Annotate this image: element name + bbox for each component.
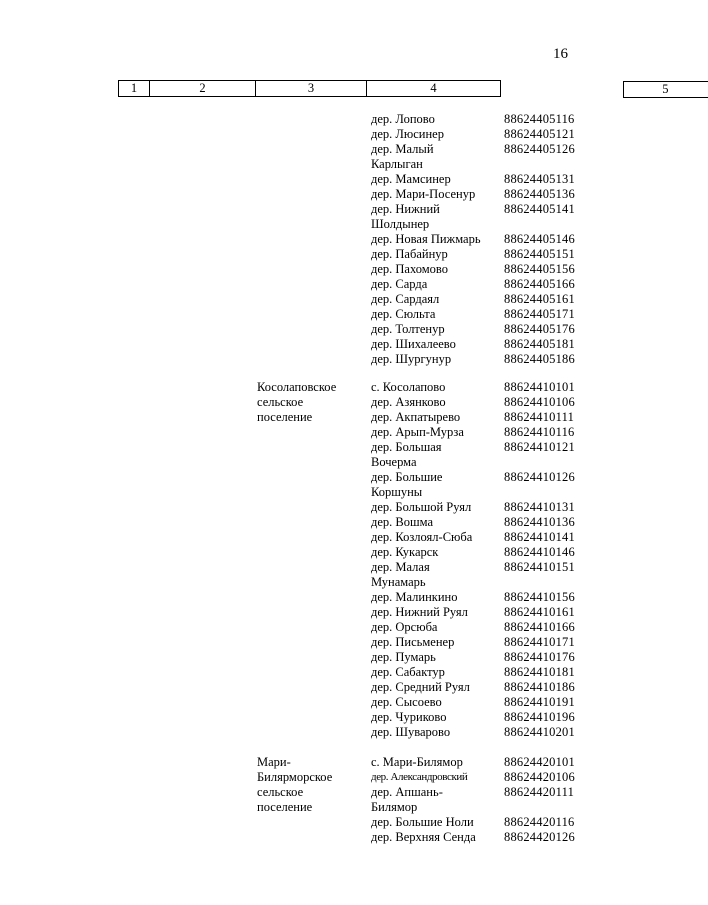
oktmo-code: 88624405171 <box>504 307 575 321</box>
settlement-name: Билямор <box>371 800 418 814</box>
oktmo-code: 88624405146 <box>504 232 575 246</box>
settlement-name: дер. Апшань- <box>371 785 443 799</box>
settlement-name: дер. Сюльта <box>371 307 436 321</box>
oktmo-code: 88624410141 <box>504 530 575 544</box>
oktmo-code: 88624420106 <box>504 770 575 784</box>
header-col-5: 5 <box>623 81 708 98</box>
oktmo-code: 88624410201 <box>504 725 575 739</box>
settlement-name: дер. Толтенур <box>371 322 445 336</box>
municipality-name: Мари- <box>257 755 291 769</box>
municipality-name: поселение <box>257 410 313 424</box>
settlement-name: дер. Мари-Посенур <box>371 187 476 201</box>
settlement-name: дер. Новая Пижмарь <box>371 232 481 246</box>
oktmo-code: 88624410186 <box>504 680 575 694</box>
oktmo-code: 88624410111 <box>504 410 575 424</box>
oktmo-code: 88624405126 <box>504 142 575 156</box>
oktmo-code: 88624405131 <box>504 172 575 186</box>
settlement-name: дер. Малая <box>371 560 430 574</box>
oktmo-code: 88624410181 <box>504 665 575 679</box>
settlement-name: дер. Вошма <box>371 515 433 529</box>
settlement-name: Вочерма <box>371 455 417 469</box>
oktmo-code: 88624405156 <box>504 262 575 276</box>
oktmo-code: 88624410191 <box>504 695 575 709</box>
settlement-name: дер. Пахомово <box>371 262 448 276</box>
oktmo-code: 88624410161 <box>504 605 575 619</box>
oktmo-code: 88624410106 <box>504 395 575 409</box>
municipality-name: Косолаповское <box>257 380 337 394</box>
settlement-name: дер. Азянково <box>371 395 446 409</box>
settlement-name: дер. Верхняя Сенда <box>371 830 476 844</box>
settlement-name: Коршуны <box>371 485 423 499</box>
settlement-name: с. Косолапово <box>371 380 446 394</box>
settlement-name: дер. Шуварово <box>371 725 451 739</box>
header-col-2: 2 <box>150 81 256 97</box>
settlement-name: дер. Лопово <box>371 112 435 126</box>
oktmo-code: 88624405136 <box>504 187 575 201</box>
oktmo-code: 88624410126 <box>504 470 575 484</box>
settlement-name: дер. Большая <box>371 440 442 454</box>
oktmo-code: 88624405176 <box>504 322 575 336</box>
settlement-name: дер. Акпатырево <box>371 410 461 424</box>
oktmo-code: 88624410151 <box>504 560 575 574</box>
oktmo-code: 88624410176 <box>504 650 575 664</box>
oktmo-code: 88624420116 <box>504 815 575 829</box>
oktmo-code: 88624410101 <box>504 380 575 394</box>
settlement-name: дер. Кукарск <box>371 545 439 559</box>
settlement-name: с. Мари-Билямор <box>371 755 463 769</box>
oktmo-code: 88624405186 <box>504 352 575 366</box>
oktmo-code: 88624405116 <box>504 112 575 126</box>
oktmo-code: 88624410156 <box>504 590 575 604</box>
municipality-name: поселение <box>257 800 313 814</box>
municipality-name: Билярморское <box>257 770 333 784</box>
settlement-name: дер. Пабайнур <box>371 247 448 261</box>
settlement-name: дер. Малинкино <box>371 590 458 604</box>
settlement-name: дер. Сысоево <box>371 695 442 709</box>
settlement-name: дер. Средний Руял <box>371 680 470 694</box>
settlement-name: дер. Сарда <box>371 277 428 291</box>
settlement-name: Шолдынер <box>371 217 430 231</box>
settlement-name: дер. Большие Ноли <box>371 815 474 829</box>
oktmo-code: 88624410136 <box>504 515 575 529</box>
header-col-3: 3 <box>256 81 367 97</box>
settlement-name: дер. Мамсинер <box>371 172 451 186</box>
oktmo-code: 88624405161 <box>504 292 575 306</box>
settlement-name: дер. Сардаял <box>371 292 440 306</box>
settlement-name: дер. Козлоял-Сюба <box>371 530 473 544</box>
page-number: 16 <box>553 46 568 62</box>
oktmo-code: 88624405121 <box>504 127 575 141</box>
municipality-name: сельское <box>257 395 304 409</box>
settlement-name: дер. Большой Руял <box>371 500 472 514</box>
oktmo-code: 88624410171 <box>504 635 575 649</box>
oktmo-code: 88624410131 <box>504 500 575 514</box>
settlement-name: дер. Люсинер <box>371 127 444 141</box>
settlement-name: дер. Арып-Мурза <box>371 425 464 439</box>
oktmo-code: 88624410116 <box>504 425 575 439</box>
oktmo-code: 88624420101 <box>504 755 575 769</box>
settlement-name: дер. Нижний Руял <box>371 605 468 619</box>
settlement-name: дер. Нижний <box>371 202 440 216</box>
settlement-name: Мунамарь <box>371 575 426 589</box>
settlement-name: дер. Александровский <box>371 771 468 783</box>
oktmo-code: 88624420126 <box>504 830 575 844</box>
settlement-name: дер. Шургунур <box>371 352 452 366</box>
oktmo-code: 88624405151 <box>504 247 575 261</box>
settlement-name: дер. Чуриково <box>371 710 447 724</box>
oktmo-code: 88624405181 <box>504 337 575 351</box>
settlement-name: дер. Пумарь <box>371 650 436 664</box>
settlement-name: Карлыган <box>371 157 423 171</box>
settlement-name: дер. Большие <box>371 470 443 484</box>
oktmo-code: 88624410166 <box>504 620 575 634</box>
oktmo-code: 88624405166 <box>504 277 575 291</box>
table-header <box>118 80 669 97</box>
oktmo-code: 88624410196 <box>504 710 575 724</box>
oktmo-code: 88624410121 <box>504 440 575 454</box>
header-col-4: 4 <box>367 81 501 97</box>
settlement-name: дер. Сабактур <box>371 665 445 679</box>
oktmo-code: 88624405141 <box>504 202 575 216</box>
settlement-name: дер. Орсюба <box>371 620 438 634</box>
oktmo-code: 88624410146 <box>504 545 575 559</box>
settlement-name: дер. Письменер <box>371 635 455 649</box>
municipality-name: сельское <box>257 785 304 799</box>
settlement-name: дер. Малый <box>371 142 434 156</box>
oktmo-code: 88624420111 <box>504 785 575 799</box>
settlement-name: дер. Шихалеево <box>371 337 456 351</box>
header-col-1: 1 <box>119 81 150 97</box>
